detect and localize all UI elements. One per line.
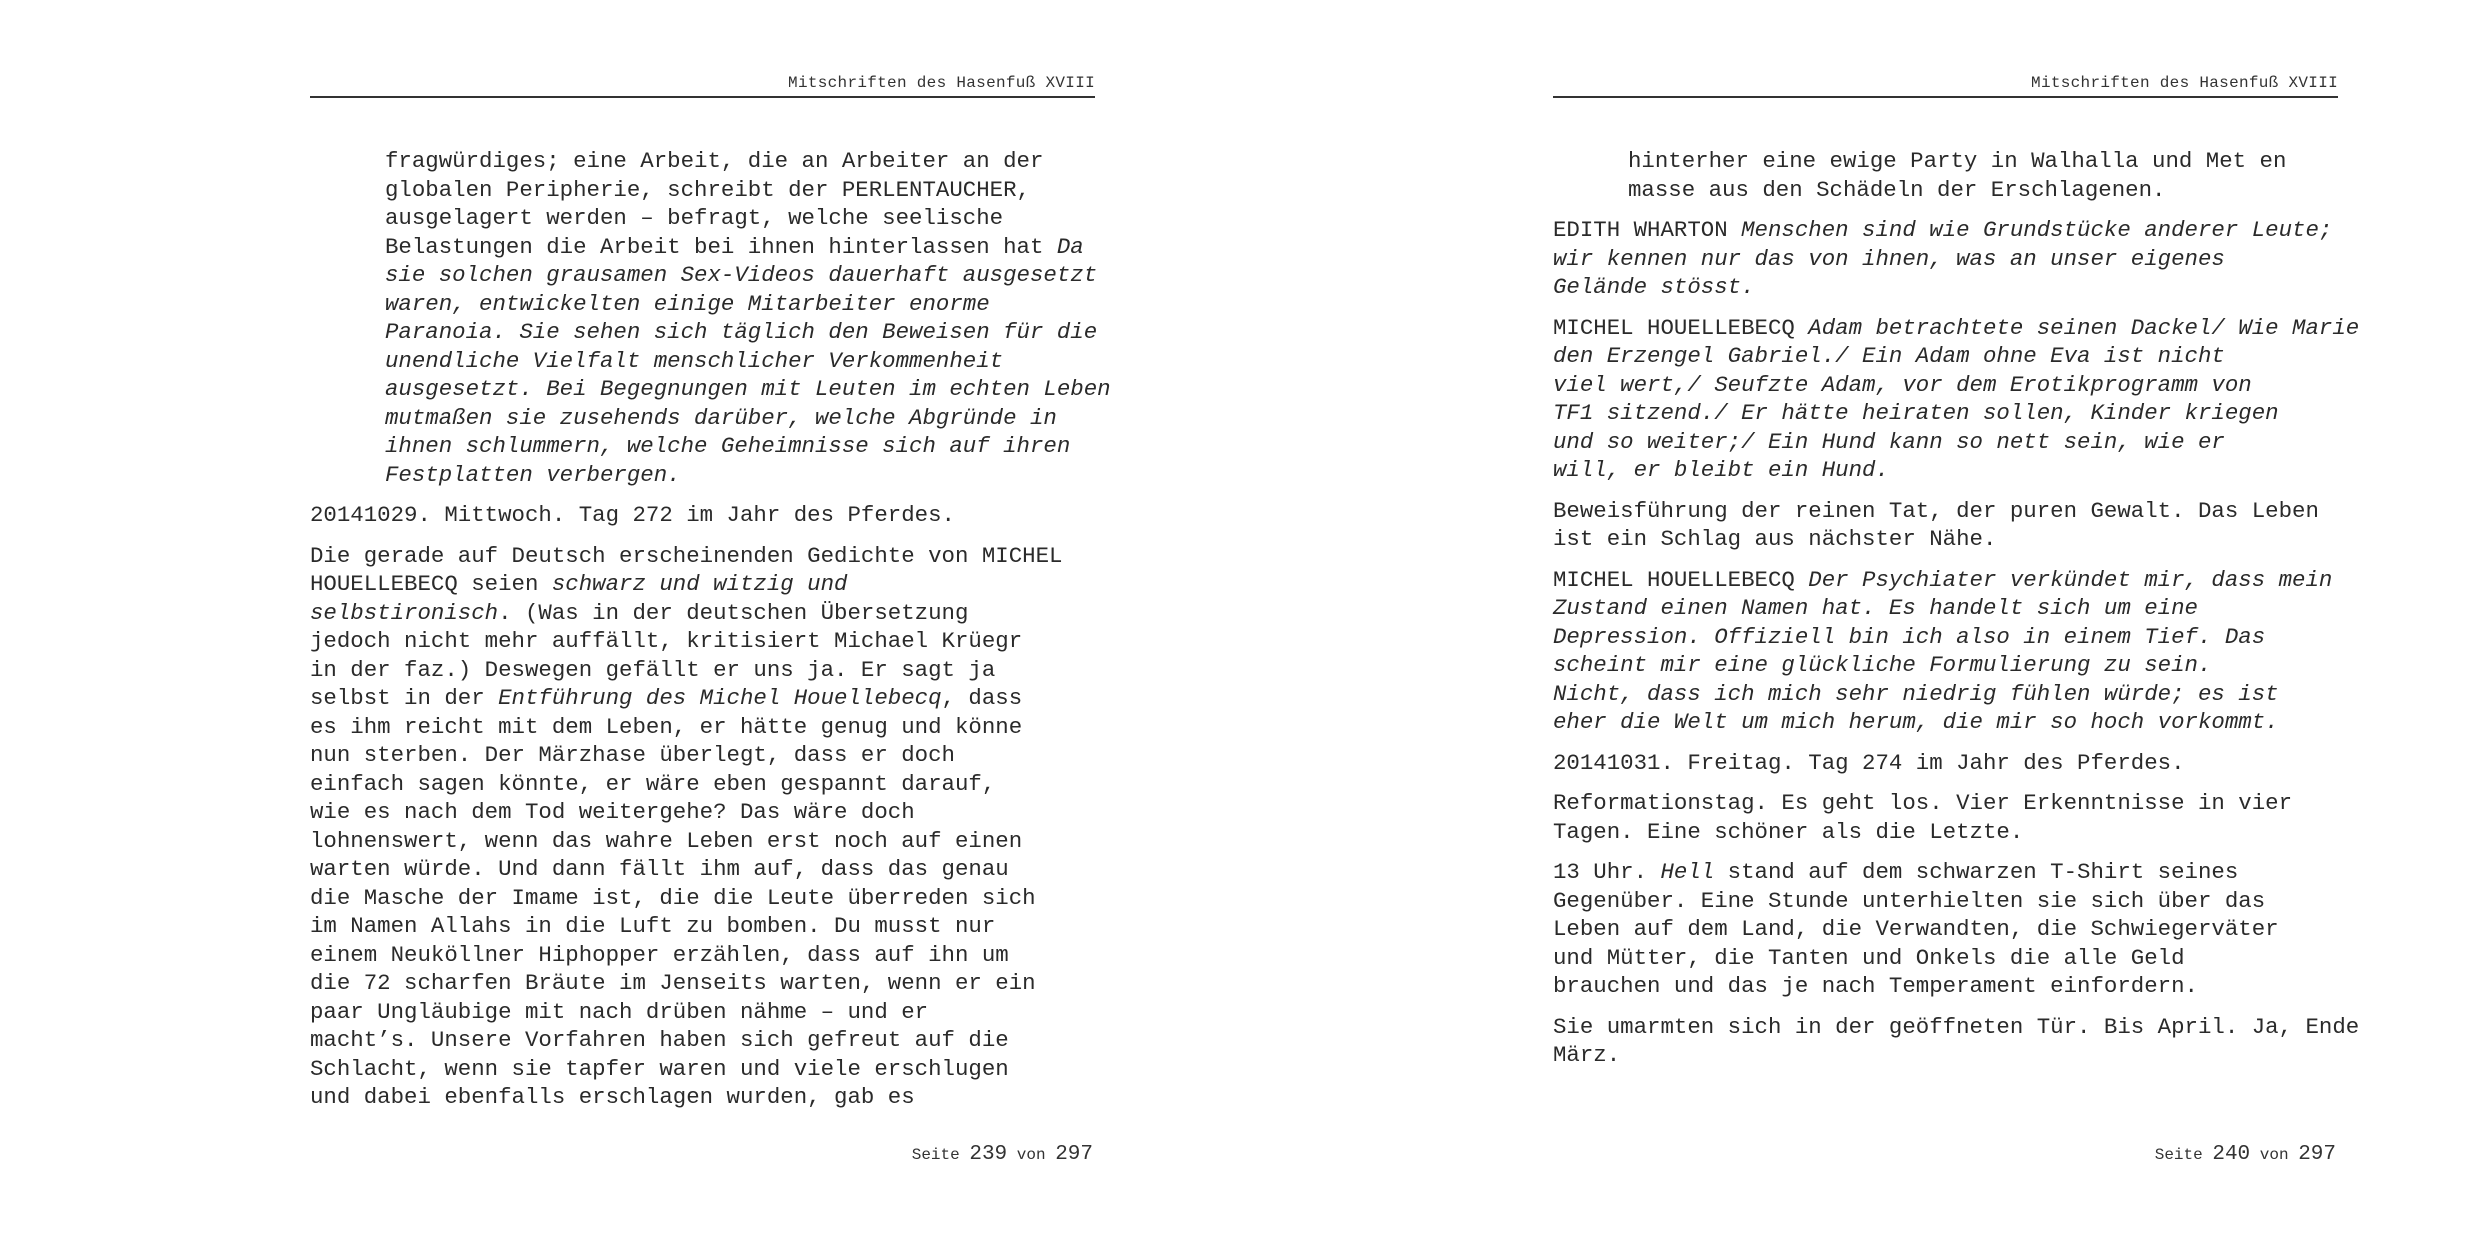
folio-prefix: Seite (911, 1146, 960, 1164)
text-run: selbst in der (310, 685, 499, 711)
text-line: Beweisführung der reinen Tat, der puren Gewalt. Das Leben (1553, 497, 2319, 524)
text-line: Tagen. Eine schöner als die Letzte. (1553, 818, 2024, 845)
text-run: HOUELLEBECQ seien (310, 571, 552, 597)
date-entry (310, 501, 1095, 530)
quote-line: will, er bleibt ein Hund. (1553, 457, 1889, 483)
folio-total: 297 (2298, 1143, 2336, 1166)
quote-line: Nicht, dass ich mich sehr niedrig fühlen würde; es ist (1553, 680, 2279, 707)
quote-line: mutmaßen sie zusehends darüber, welche Abgründe in (385, 404, 1057, 431)
quote-entry (1553, 216, 2338, 302)
text-line: in der faz.) Deswegen gefällt er uns ja. Er sagt ja (310, 656, 996, 683)
quote-line: Festplatten verbergen. (385, 461, 681, 488)
text-line: jedoch nicht mehr auffällt, kritisiert Michael Krüegr (310, 628, 1023, 654)
text-line: ausgelagert werden – befragt, welche seelische (385, 205, 1004, 231)
page-body (310, 147, 1111, 1124)
text-run: 13 Uhr. (1553, 859, 1661, 885)
text-run: stand auf dem schwarzen T-Shirt seines (1714, 859, 2239, 885)
text-line: macht’s. Unsere Vorfahren haben sich gefreut auf die (310, 1027, 1009, 1053)
quote-text: Adam betrachtete seinen Dackel/ Wie Marie (1808, 314, 2360, 341)
text-line: und Mütter, die Tanten und Onkels die alle Geld (1553, 944, 2185, 971)
header-rule (1553, 96, 2338, 98)
quote-entry (1553, 566, 2338, 737)
page-number (912, 1143, 1093, 1166)
text-line: nun sterben. Der Märzhase überlegt, dass er doch (310, 742, 955, 768)
quote-line: den Erzengel Gabriel./ Ein Adam ohne Eva ist nicht (1553, 343, 2225, 369)
text-line: März. (1553, 1042, 1621, 1068)
quote-line: scheint mir eine glückliche Formulierung zu sein. (1553, 652, 2212, 678)
text-line: hinterher eine ewige Party in Walhalla und Met en (1628, 148, 2287, 174)
right-page (1553, 0, 2360, 1240)
paragraph-continuation (310, 147, 1111, 489)
text-line: globalen Peripherie, schreibt der PERLENTAUCHER, (385, 176, 1030, 203)
text-line: Sie umarmten sich in der geöffneten Tür. Bis April. Ja, Ende (1553, 1013, 2360, 1040)
folio-page: 239 (969, 1143, 1008, 1166)
date-entry (1553, 749, 2338, 778)
author-name: EDITH WHARTON (1553, 217, 1742, 243)
header-rule (310, 96, 1095, 98)
quote-line: TF1 sitzend./ Er hätte heiraten sollen, Kinder kriegen (1553, 400, 2279, 426)
text-line: lohnenswert, wenn das wahre Leben erst noch auf einen (310, 827, 1023, 854)
author-name: MICHEL HOUELLEBECQ (1553, 566, 1809, 593)
quote-line: viel wert,/ Seufzte Adam, vor dem Erotikprogramm von (1553, 371, 2252, 398)
quote-line: wir kennen nur das von ihnen, was an unser eigenes (1553, 245, 2225, 272)
text-line (385, 233, 1095, 262)
text-run: Belastungen die Arbeit bei ihnen hinterlassen hat (385, 233, 1057, 260)
text-line: Leben auf dem Land, die Verwandten, die Schwiegerväter (1553, 916, 2279, 942)
quote-text: Hell (1660, 859, 1715, 885)
paragraph (310, 542, 1095, 1112)
quote-line: waren, entwickelten einige Mitarbeiter enorme (385, 290, 990, 317)
text-line: einfach sagen könnte, er wäre eben gespannt darauf, (310, 770, 996, 797)
author-name: MICHEL HOUELLEBECQ (1553, 314, 1809, 341)
running-header: Mitschriften des Hasenfuß XVIII (2031, 74, 2338, 92)
text-line: Schlacht, wenn sie tapfer waren und viele erschlugen (310, 1055, 1009, 1082)
quote-line: unendliche Vielfalt menschlicher Verkommenheit (385, 347, 1004, 374)
text-line (1553, 216, 2338, 245)
folio-prefix: Seite (2154, 1146, 2203, 1164)
folio-page: 240 (2212, 1143, 2251, 1166)
quote-line: eher die Welt um mich herum, die mir so hoch vorkommt. (1553, 709, 2279, 735)
quote-text: schwarz und witzig und (551, 571, 848, 597)
text-run: , dass (941, 685, 1023, 711)
text-line (1553, 566, 2338, 595)
text-line: warten würde. Und dann fällt ihm auf, dass das genau (310, 856, 1009, 882)
text-line: Die gerade auf Deutsch erscheinenden Gedichte von MICHEL (310, 542, 1063, 569)
paragraph-continuation (1553, 147, 2338, 204)
left-page (310, 0, 1111, 1240)
title-text: Entführung des Michel Houellebecq (498, 685, 942, 711)
paragraph (1553, 1013, 2360, 1070)
text-line (1553, 858, 2338, 887)
text-line: es ihm reicht mit dem Leben, er hätte genug und könne (310, 713, 1023, 740)
folio-mid: von (2259, 1146, 2289, 1164)
running-header: Mitschriften des Hasenfuß XVIII (788, 74, 1095, 92)
quote-text: Der Psychiater verkündet mir, dass mein (1808, 566, 2333, 593)
quote-text: Da (1056, 233, 1084, 260)
text-line: 20141029. Mittwoch. Tag 272 im Jahr des Pferdes. (310, 502, 955, 528)
paragraph (1553, 858, 2338, 1001)
text-line: Gegenüber. Eine Stunde unterhielten sie sich über das (1553, 887, 2266, 914)
text-line: im Namen Allahs in die Luft zu bomben. Du musst nur (310, 913, 996, 939)
quote-line: Depression. Offiziell bin ich also in einem Tief. Das (1553, 623, 2266, 650)
paragraph (1553, 497, 2338, 554)
page-body (1553, 147, 2360, 1082)
text-line: die Masche der Imame ist, die die Leute überreden sich (310, 884, 1036, 911)
paragraph (1553, 789, 2338, 846)
text-line: die 72 scharfen Bräute im Jenseits warten, wenn er ein (310, 970, 1036, 996)
text-line (310, 570, 1095, 599)
text-line: fragwürdiges; eine Arbeit, die an Arbeiter an der (385, 148, 1044, 174)
folio-mid: von (1016, 1146, 1046, 1164)
folio-total: 297 (1055, 1143, 1093, 1166)
quote-line: sie solchen grausamen Sex-Videos dauerhaft ausgesetzt (385, 262, 1098, 288)
text-line: und dabei ebenfalls erschlagen wurden, gab es (310, 1084, 915, 1110)
quote-line: Gelände stösst. (1553, 274, 1755, 300)
text-line (1553, 314, 2360, 343)
quote-text: Menschen sind wie Grundstücke anderer Leute; (1741, 217, 2333, 243)
quote-line: und so weiter;/ Ein Hund kann so nett sein, wie er (1553, 428, 2225, 455)
text-line: paar Ungläubige mit nach drüben nähme – und er (310, 998, 929, 1025)
quote-text: selbstironisch (310, 599, 499, 626)
text-line: masse aus den Schädeln der Erschlagenen. (1628, 176, 2166, 203)
text-line: Reformationstag. Es geht los. Vier Erkenntnisse in vier (1553, 790, 2293, 816)
text-line (310, 684, 1095, 713)
quote-line: Zustand einen Namen hat. Es handelt sich um eine (1553, 595, 2198, 621)
page-number (2155, 1143, 2336, 1166)
quote-line: ausgesetzt. Bei Begegnungen mit Leuten im echten Leben (385, 376, 1111, 402)
text-line: wie es nach dem Tod weitergehe? Das wäre doch (310, 799, 915, 825)
text-line: ist ein Schlag aus nächster Nähe. (1553, 526, 1997, 552)
text-run: . (Was in der deutschen Übersetzung (498, 599, 969, 626)
text-line: brauchen und das je nach Temperament einfordern. (1553, 973, 2198, 999)
text-line (310, 599, 1095, 628)
text-line: 20141031. Freitag. Tag 274 im Jahr des Pferdes. (1553, 749, 2185, 776)
quote-entry (1553, 314, 2360, 485)
quote-line: Paranoia. Sie sehen sich täglich den Beweisen für die (385, 319, 1098, 345)
quote-line: ihnen schlummern, welche Geheimnisse sich auf ihren (385, 433, 1071, 459)
text-line: einem Neuköllner Hiphopper erzählen, dass auf ihn um (310, 941, 1009, 968)
